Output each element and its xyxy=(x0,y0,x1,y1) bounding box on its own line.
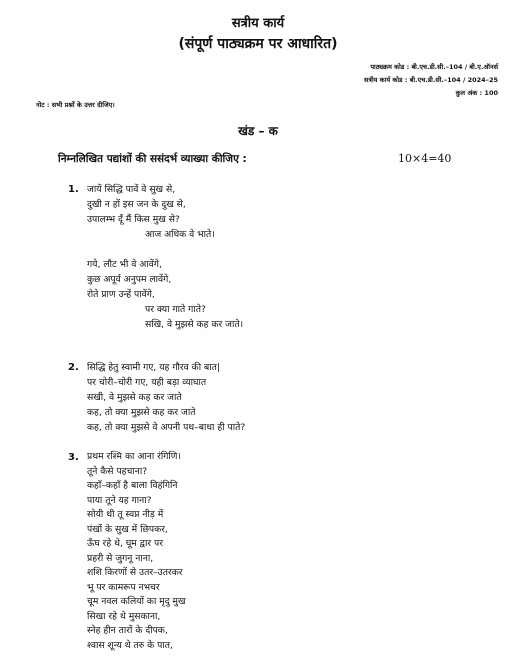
instruction-note: नोट : सभी प्रश्नों के उत्तर दीजिए। xyxy=(36,101,115,109)
question-number: 1. xyxy=(68,184,79,195)
verse-line: शशि किरणों से उतर–उतरकर xyxy=(87,567,183,578)
verse-line: पर चोरी–चोरी गए, यही बड़ा व्याघात xyxy=(87,377,207,388)
verse-line: उपालम्भ दूँ मैं किस मुख से? xyxy=(87,214,180,225)
verse-line: सिद्धि हेतु स्वामी गए, यह गौरव की बात| xyxy=(87,362,220,373)
question-1-verse xyxy=(87,182,243,332)
verse-line: गये, लौट भी वे आवेंगे, xyxy=(87,259,162,270)
verse-line: तूने कैसे पहचाना? xyxy=(87,465,148,477)
verse-line: प्रहरी से जुगनू नाना, xyxy=(87,552,154,564)
assignment-code: सत्रीय कार्य कोड : बी.एच.डी.सी.–104 / 2024–25 xyxy=(363,76,498,84)
course-code: पाठ्यक्रम कोड : बी.एच.डी.सी.–104 / बी.ए.ऑनर्स xyxy=(370,63,498,71)
verse-line: स्नेह हीन तारों के दीपक, xyxy=(87,625,168,636)
document-title: सत्रीय कार्य xyxy=(231,16,285,31)
verse-line: सिखा रहे थे मुसकाना, xyxy=(87,610,161,622)
verse-line: सखी, वे मुझसे कह कर जाते xyxy=(87,392,182,403)
question-number: 3. xyxy=(68,452,79,463)
verse-line: सोयी थी तू स्वप्न नीड़ में xyxy=(87,509,164,520)
verse-line: कहाँ–कहाँ है बाला विहंगिनि xyxy=(87,480,178,491)
verse-line: पाया तूने यह गाना? xyxy=(87,494,152,506)
verse-line: सखि, वे मुझसे कह कर जाते। xyxy=(145,319,244,330)
document-subtitle: (संपूर्ण पाठ्यक्रम पर आधारित) xyxy=(178,36,338,52)
verse-line: कह, तो क्या मुझसे वे अपनी पथ–बाधा ही पाते? xyxy=(87,422,246,433)
question-instruction: निम्नलिखित पद्यांशों की ससंदर्भ व्याख्या कीजिए : xyxy=(58,153,247,165)
verse-line: जायें सिद्धि पावें वे सुख से, xyxy=(87,184,176,195)
verse-line: श्वास शून्य थे तरु के पात, xyxy=(87,639,173,651)
question-2-verse xyxy=(87,360,245,435)
verse-line: ऊँघ रहे थे, घूम द्वार पर xyxy=(87,538,163,549)
verse-line: पर क्या गाते गाते? xyxy=(145,304,206,315)
stanza-gap xyxy=(87,242,243,257)
question-number: 2. xyxy=(68,362,79,373)
verse-line: भू पर कामरूप नभचर xyxy=(87,581,160,593)
section-heading: खंड – क xyxy=(238,124,278,138)
verse-line: कह, तो क्या मुझसे कह कर जाते xyxy=(87,407,196,418)
verse-line: पंखों के सुख में छिपकर, xyxy=(87,523,168,535)
verse-line: चूम नवल कलियों का मृदु मुख xyxy=(87,596,186,607)
total-marks: कुल अंक : 100 xyxy=(455,89,498,97)
marks-allocation: 10×4=40 xyxy=(398,152,452,165)
verse-line: कुछ अपूर्व अनुपम लावेंगे, xyxy=(87,274,172,285)
verse-line: रोते प्राण उन्हें पावेंगे, xyxy=(87,289,155,300)
verse-line: आज अधिक वे भाते। xyxy=(145,229,215,240)
question-3-verse xyxy=(87,450,186,653)
verse-line: प्रथम रश्मि का आना रंगिणि। xyxy=(87,451,181,462)
verse-line: दुखी न हों इस जन के दुख से, xyxy=(87,199,186,210)
